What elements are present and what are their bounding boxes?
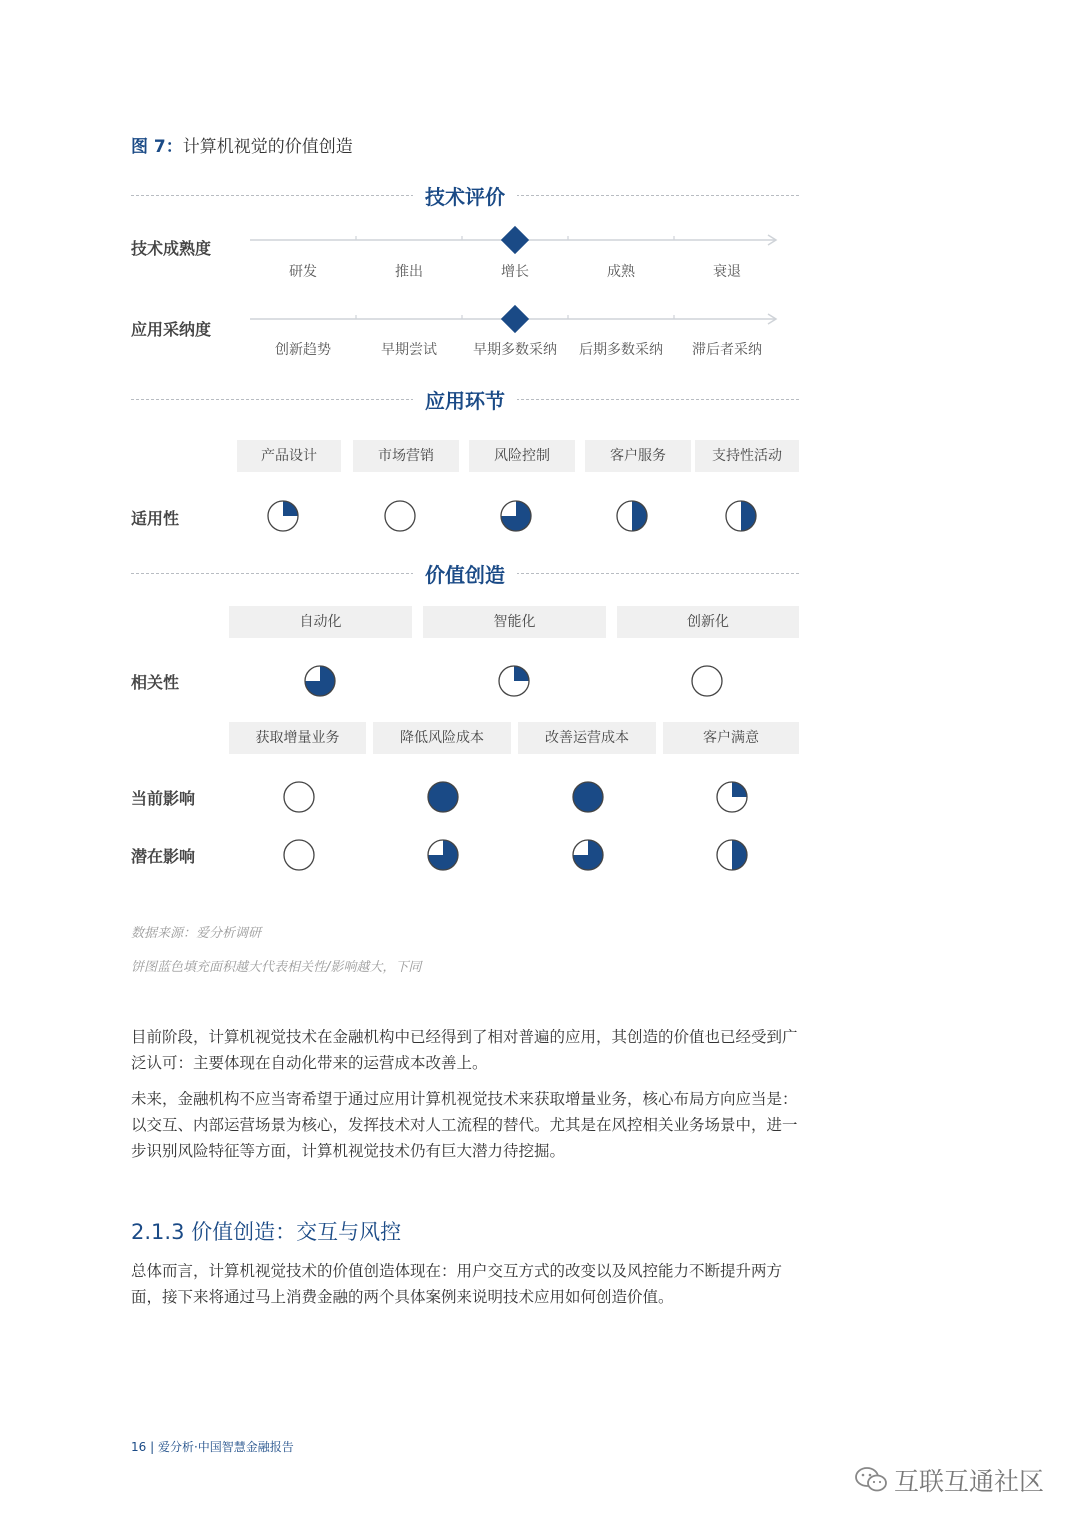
value-type-pill: 创新化 (617, 606, 799, 638)
potential-impact-pie (570, 837, 606, 873)
maturity-current-marker (501, 226, 529, 254)
adoption-stage-label: 创新趋势 (275, 342, 331, 358)
section-heading-app: 应用环节 (413, 385, 517, 414)
current-impact-label: 当前影响 (131, 789, 196, 808)
application-stage-pill: 客户服务 (585, 440, 691, 472)
adoption-label: 应用采纳度 (131, 320, 212, 339)
body-text (131, 1024, 803, 1174)
figure-title-text: 计算机视觉的价值创造 (182, 137, 353, 157)
suitability-pie (723, 498, 759, 534)
value-type-pill: 智能化 (423, 606, 606, 638)
section-heading: 2.1.3 价值创造：交互与风控 (131, 1220, 402, 1244)
suitability-pie (265, 498, 301, 534)
current-impact-pie (425, 779, 461, 815)
impact-category-pill: 获取增量业务 (229, 722, 366, 754)
current-impact-pie (281, 779, 317, 815)
current-impact-pie (714, 779, 750, 815)
figure-number: 图 7： (131, 137, 183, 157)
current-impact-pie (570, 779, 606, 815)
watermark (854, 1462, 1044, 1498)
adoption-stage-label: 滞后者采纳 (692, 342, 762, 358)
maturity-stage-label: 衰退 (713, 264, 741, 280)
paragraph: 目前阶段，计算机视觉技术在金融机构中已经得到了相对普遍的应用，其创造的价值也已经受到广泛认可：主要体现在自动化带来的运营成本改善上。 (131, 1028, 798, 1072)
adoption-current-marker (501, 305, 529, 333)
adoption-timeline (240, 304, 785, 334)
figure-title (131, 132, 353, 157)
potential-impact-pie (714, 837, 750, 873)
suitability-pie (382, 498, 418, 534)
relevance-pie (496, 663, 532, 699)
section-body: 总体而言，计算机视觉技术的价值创造体现在：用户交互方式的改变以及风控能力不断提升两方面，接下来将通过马上消费金融的两个具体案例来说明技术应用如何创造价值。 (131, 1262, 783, 1306)
potential-impact-label: 潜在影响 (131, 847, 196, 866)
adoption-stage-label: 早期多数采纳 (473, 342, 557, 358)
application-stage-pill: 风险控制 (469, 440, 575, 472)
adoption-stage-label: 早期尝试 (381, 342, 437, 358)
suitability-pie (614, 498, 650, 534)
relevance-pie (302, 663, 338, 699)
value-type-pill: 自动化 (229, 606, 412, 638)
watermark-text: 互联互通社区 (893, 1467, 1044, 1496)
maturity-stage-label: 推出 (395, 264, 423, 280)
impact-category-pill: 客户满意 (663, 722, 799, 754)
paragraph: 未来，金融机构不应当寄希望于通过应用计算机视觉技术来获取增量业务，核心布局方向应当是：以交互、内部运营场景为核心，发挥技术对人工流程的替代。尤其是在风控相关业务场景中，进一步识别风险特征等方面，计算机视觉技术仍有巨大潜力待挖掘。 (131, 1090, 798, 1160)
application-stage-pill: 产品设计 (237, 440, 341, 472)
maturity-stage-label: 研发 (289, 264, 317, 280)
potential-impact-pie (425, 837, 461, 873)
potential-impact-pie (281, 837, 317, 873)
page-footer: 16 | 爱分析·中国智慧金融报告 (131, 1440, 294, 1454)
adoption-stage-label: 后期多数采纳 (579, 342, 663, 358)
maturity-timeline (240, 225, 785, 255)
section-heading-tech: 技术评价 (413, 181, 517, 210)
relevance-label: 相关性 (131, 673, 180, 692)
section-heading-value: 价值创造 (413, 559, 517, 588)
legend-note: 饼图蓝色填充面积越大代表相关性/影响越大，下同 (131, 960, 422, 975)
suitability-pie (498, 498, 534, 534)
application-stage-pill: 支持性活动 (695, 440, 799, 472)
maturity-stage-label: 增长 (501, 264, 529, 280)
wechat-icon (854, 1466, 888, 1494)
maturity-stage-label: 成熟 (607, 264, 635, 280)
application-stage-pill: 市场营销 (353, 440, 459, 472)
relevance-pie (689, 663, 725, 699)
impact-category-pill: 改善运营成本 (518, 722, 656, 754)
impact-category-pill: 降低风险成本 (373, 722, 511, 754)
maturity-label: 技术成熟度 (131, 239, 212, 258)
suitability-label: 适用性 (131, 509, 180, 528)
source-note: 数据来源：爱分析调研 (131, 926, 262, 941)
